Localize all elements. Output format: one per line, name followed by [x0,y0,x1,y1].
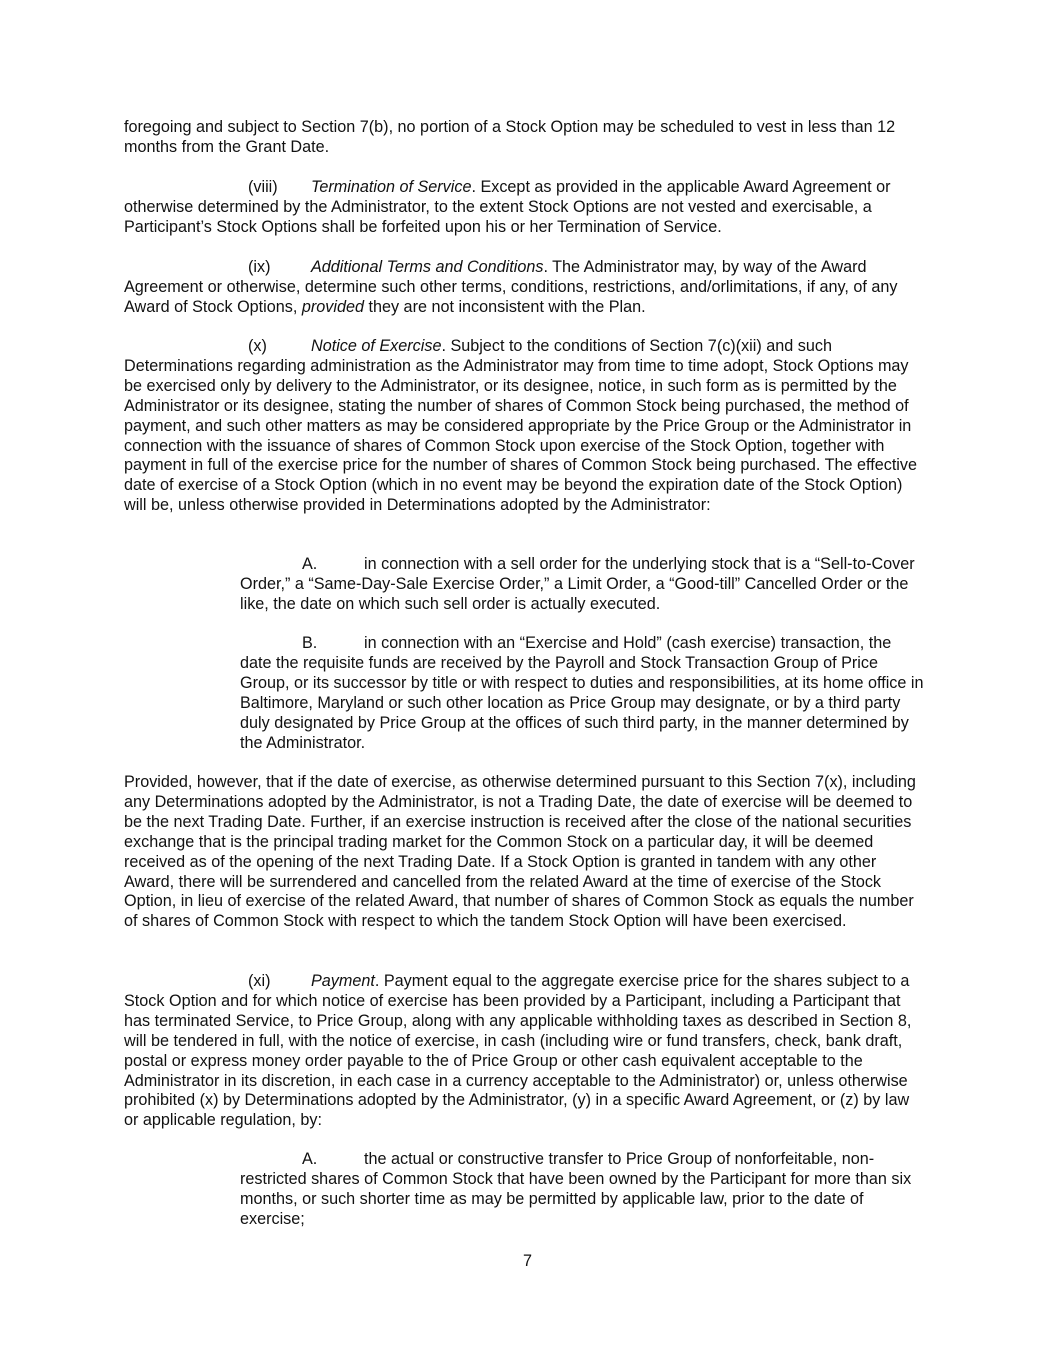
paragraph-intro [124,118,924,158]
paragraph-viii-text: . Except as provided in the applicable Award Agreement or otherwise determined by the Administrator, to the extent Stock Options are not vested and exercisable, a Participant’s Stock Options shall be forfeited upon his or her Termination of Service. [124,178,891,236]
paragraph-provided [124,773,924,932]
paragraph-x-b-text: in connection with an “Exercise and Hold” (cash exercise) transaction, the date the requisite funds are received by the Payroll and Stock Transaction Group of Price Group, or its successor by title or with respect to duties and responsibilities, at its home office in Baltimore, Maryland or such other location as Price Group may designate, or by a third party duly designated by Price Group at the offices of such third party, in the manner determined by the Administrator. [240,634,924,752]
paragraph-xi-a [240,1150,924,1230]
paragraph-xi [124,972,924,1131]
subsection-marker-x-a: A. [302,555,318,573]
section-marker-x: (x) [248,337,267,355]
section-marker-xi: (xi) [248,972,271,990]
subsection-marker-x-b: B. [302,634,318,652]
section-heading-additional-terms: Additional Terms and Conditions [311,258,544,276]
paragraph-x-a [240,555,924,615]
page-number: 7 [522,1252,532,1270]
paragraph-xi-text: . Payment equal to the aggregate exercise price for the shares subject to a Stock Option and for which notice of exercise has been provided by a Participant, including a Participant that has terminated Service, to Price Group, along with any applicable withholding taxes as described in Section 8, will be tendered in full, with the notice of exercise, in cash (including wire or fund transfers, check, bank draft, postal or express money order payable to the of Price Group or other cash equivalent acceptable to the Administrator in its discretion, in each case in a currency acceptable to the Administrator) or, unless otherwise prohibited (x) by Determinations adopted by the Administrator, (y) in a specific Award Agreement, or (z) by law or applicable regulation, by: [124,972,912,1130]
paragraph-x [124,337,924,516]
paragraph-x-b [240,634,924,753]
section-heading-notice-of-exercise: Notice of Exercise [311,337,442,355]
paragraph-xi-a-text: the actual or constructive transfer to Price Group of nonforfeitable, non-restricted shares of Common Stock that have been owned by the Participant for more than six months, or such shorter time as may be permitted by applicable law, prior to the date of exercise; [240,1150,912,1228]
section-heading-payment: Payment [311,972,375,990]
paragraph-ix-text: . The Administrator may, by way of the Award Agreement or otherwise, determine such other terms, conditions, restrictions, and/orlimitations, if any, of any Award of Stock Options, [124,258,898,316]
paragraph-ix-text-end: they are not inconsistent with the Plan. [363,297,646,316]
section-marker-viii: (viii) [248,178,278,196]
paragraph-x-a-text: in connection with a sell order for the underlying stock that is a “Sell-to-Cover Order,” a “Same-Day-Sale Exercise Order,” a Limit Order, a “Good-till” Cancelled Order or the like, the date on which such sell order is actually executed. [240,555,915,613]
section-marker-ix: (ix) [248,258,271,276]
subsection-marker-xi-a: A. [302,1150,318,1168]
paragraph-ix [124,258,924,318]
section-heading-termination-of-service: Termination of Service [311,178,472,196]
emphasis-provided: provided [301,297,364,316]
paragraph-x-text: . Subject to the conditions of Section 7(c)(xii) and such Determinations regarding administration as the Administrator may from time to time adopt, Stock Options may be exercised only by delivery to the Administrator, or its designee, notice, in such form as is permitted by the Administrator or its designee, stating the number of shares of Common Stock being purchased, the method of payment, and such other matters as may be considered appropriate by the Price Group or the Administrator in connection with the issuance of shares of Common Stock upon exercise of the Stock Option, together with payment in full of the exercise price for the number of shares of Common Stock being purchased. The effective date of exercise of a Stock Option (which in no event may be beyond the expiration date of the Stock Option) will be, unless otherwise provided in Determinations adopted by the Administrator: [124,337,918,515]
paragraph-intro-text: foregoing and subject to Section 7(b), no portion of a Stock Option may be scheduled to vest in less than 12 months from the Grant Date. [124,118,896,156]
paragraph-viii [124,178,924,238]
paragraph-provided-text: Provided, however, that if the date of exercise, as otherwise determined pursuant to this Section 7(x), including any Determinations adopted by the Administrator, is not a Trading Date, the date of exercise will be deemed to be the next Trading Date. Further, if an exercise instruction is received after the close of the national securities exchange that is the principal trading market for the Common Stock on a particular day, it will be deemed received as of the opening of the next Trading Date. If a Stock Option is granted in tandem with any other Award, there will be surrendered and cancelled from the related Award at the time of exercise of the Stock Option, in lieu of exercise of the related Award, that number of shares of Common Stock as equals the number of shares of Common Stock with respect to which the tandem Stock Option will have been exercised. [124,773,916,931]
